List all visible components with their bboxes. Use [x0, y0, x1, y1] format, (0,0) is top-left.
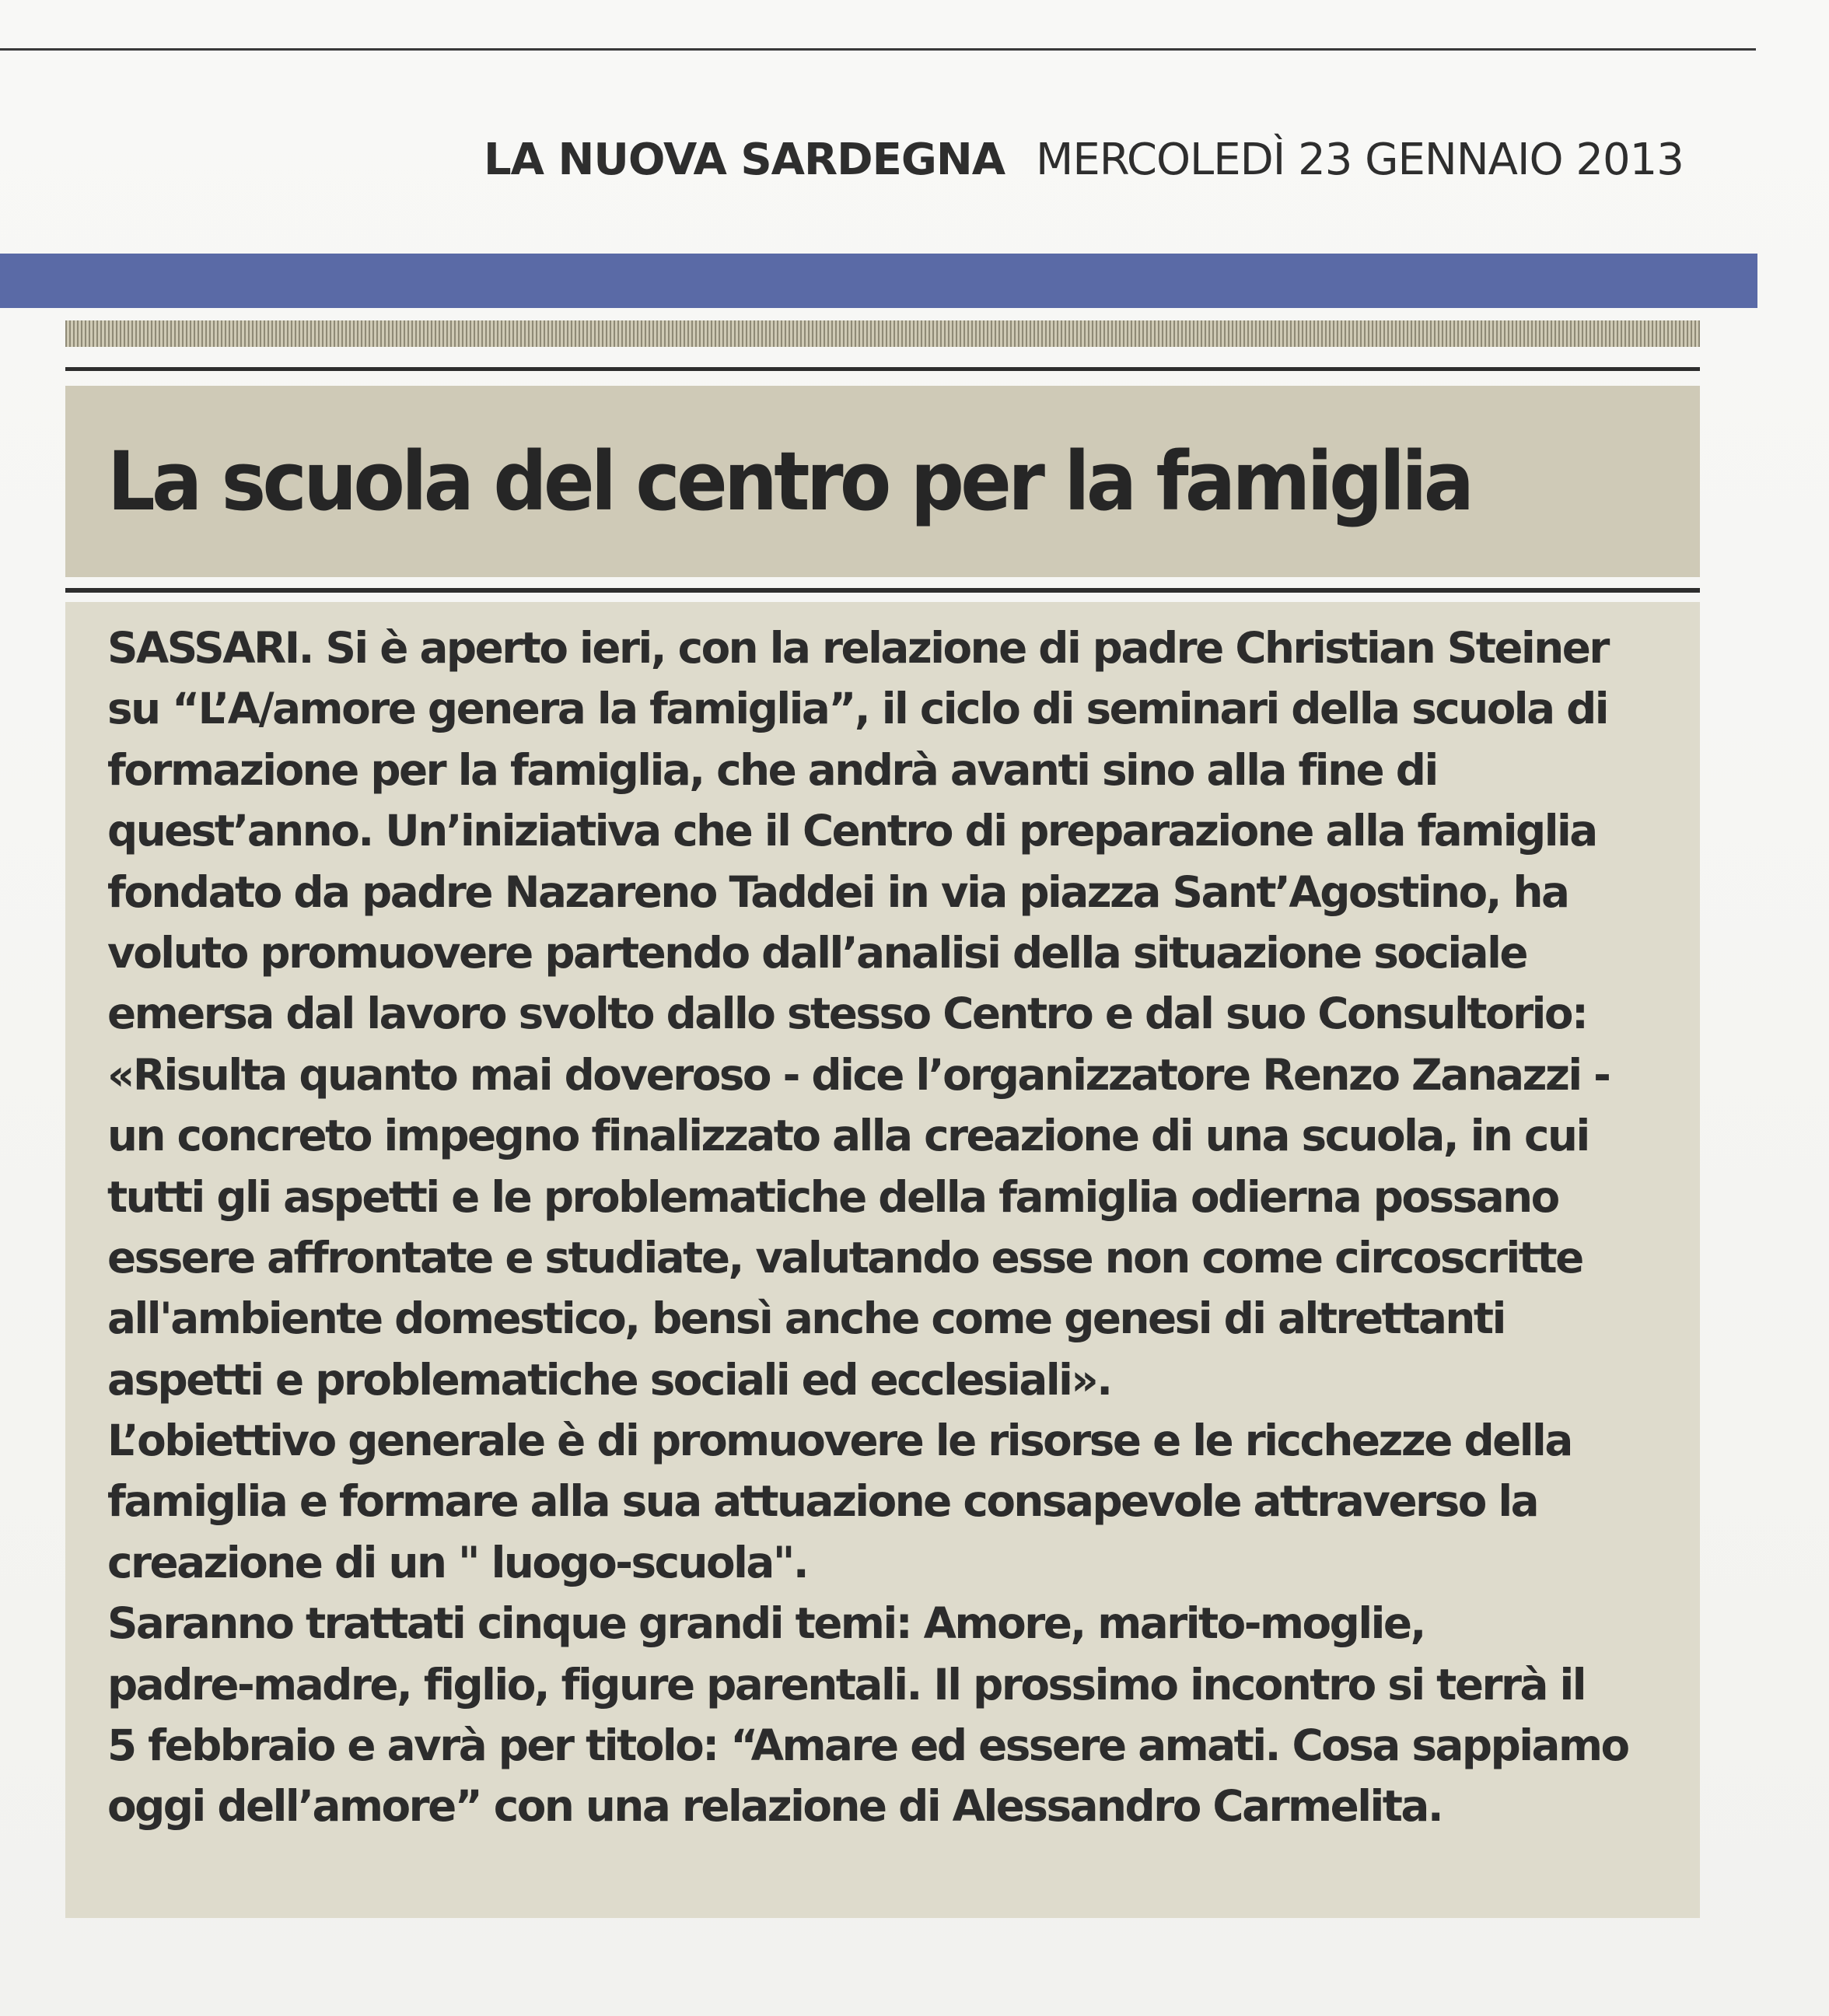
article-line: formazione per la famiglia, che andrà avanti sino alla fine di [107, 744, 1437, 795]
article-line: Saranno trattati cinque grandi temi: Amore, marito-moglie, [107, 1598, 1425, 1649]
article-body [107, 618, 1694, 1837]
article-line: quest’anno. Un’iniziativa che il Centro di preparazione alla famiglia [107, 806, 1596, 856]
article-line: L’obiettivo generale è di promuovere le risorse e le ricchezze della [107, 1416, 1572, 1466]
article-line: creazione di un " luogo-scuola". [107, 1537, 808, 1587]
article-line: aspetti e problematiche sociali ed ecclesiali». [107, 1354, 1111, 1405]
top-rule [0, 48, 1756, 51]
article-line: famiglia e formare alla sua attuazione consapevole attraverso la [107, 1476, 1538, 1527]
article-line: essere affrontate e studiate, valutando esse non come circoscritte [107, 1232, 1582, 1283]
newspaper-name: LA NUOVA SARDEGNA [484, 134, 1005, 185]
masthead [484, 124, 1756, 194]
article-line: tutti gli aspetti e le problematiche della famiglia odierna possano [107, 1171, 1558, 1222]
article-line: fondato da padre Nazareno Taddei in via piazza Sant’Agostino, ha [107, 866, 1568, 917]
article-line: SASSARI. Si è aperto ieri, con la relazione di padre Christian Steiner [107, 623, 1608, 673]
article-line: emersa dal lavoro svolto dallo stesso Centro e dal suo Consultorio: [107, 989, 1587, 1039]
article-clipping [65, 320, 1700, 1918]
article-line: «Risulta quanto mai doveroso - dice l’organizzatore Renzo Zanazzi - [107, 1049, 1610, 1100]
publication-date: MERCOLEDÌ 23 GENNAIO 2013 [1036, 134, 1684, 185]
section-color-band [0, 254, 1757, 308]
headline-bottom-rule [65, 588, 1700, 593]
article-headline: La scuola del centro per la famiglia [107, 434, 1471, 529]
article-line: voluto promuovere partendo dall’analisi della situazione sociale [107, 927, 1527, 978]
article-line: 5 febbraio e avrà per titolo: “Amare ed essere amati. Cosa sappiamo [107, 1720, 1628, 1771]
article-line: all'ambiente domestico, bensì anche come genesi di altrettanti [107, 1293, 1505, 1344]
article-line: su “L’A/amore genera la famiglia”, il ciclo di seminari della scuola di [107, 684, 1608, 734]
article-body-box [65, 602, 1700, 1918]
article-line: oggi dell’amore” con una relazione di Alessandro Carmelita. [107, 1781, 1443, 1832]
hatched-border [65, 320, 1700, 347]
article-line: un concreto impegno finalizzato alla creazione di una scuola, in cui [107, 1111, 1589, 1161]
headline-box [65, 386, 1700, 577]
headline-top-rule [65, 367, 1700, 371]
article-line: padre-madre, figlio, figure parentali. Il prossimo incontro si terrà il [107, 1659, 1586, 1710]
